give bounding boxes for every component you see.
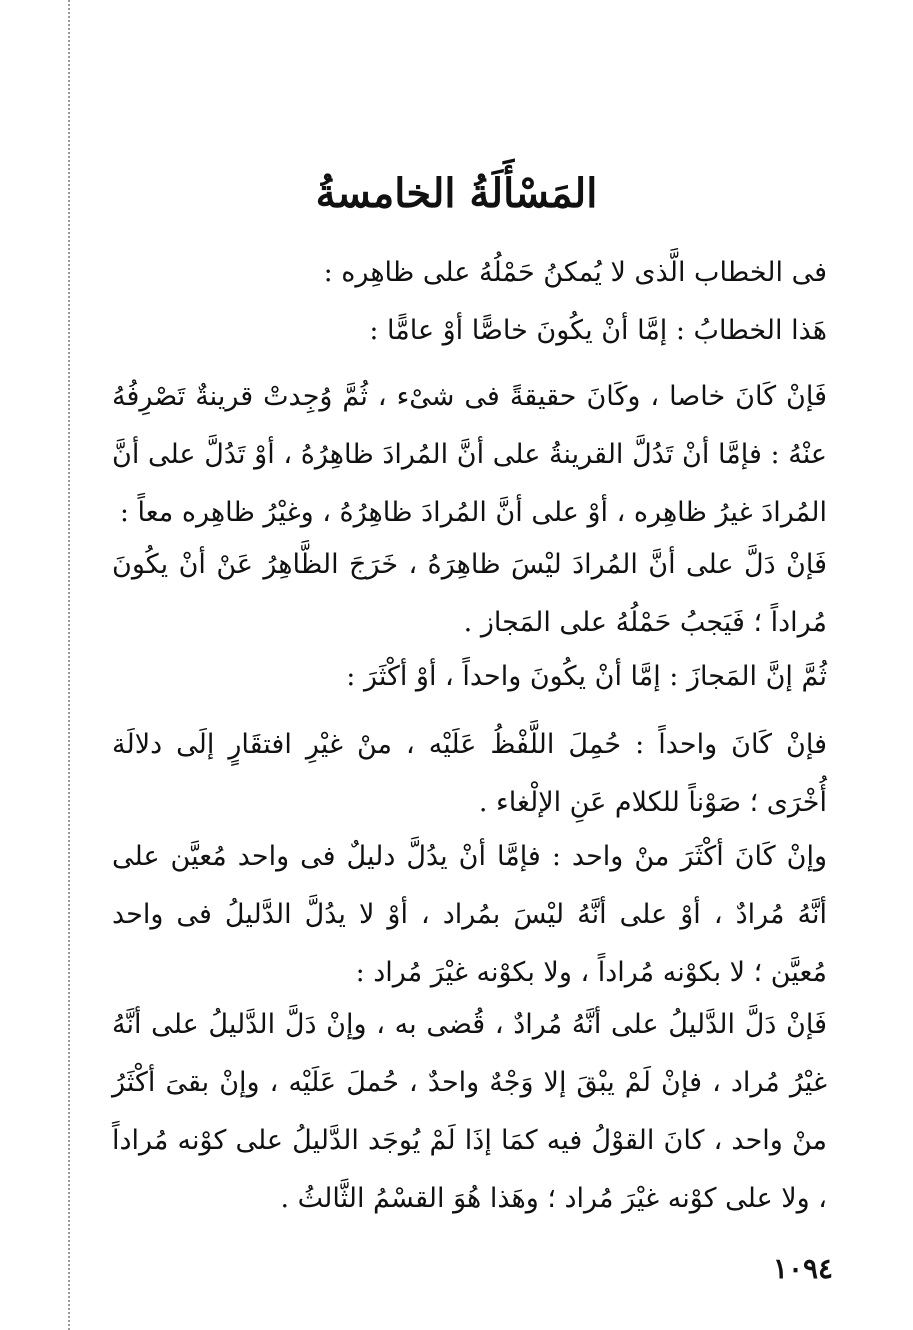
- paragraph-4: فَإنْ دَلَّ على أنَّ المُرادَ ليْسَ ظاهِرَهُ ، خَرَجَ الظَّاهِرُ عَنْ أنْ يكُونَ مُراداً ؛ فَيَجبُ حَمْلُهُ على المَجاز .: [112, 549, 827, 638]
- page-edge-border: [68, 0, 70, 1330]
- paragraph-3: فَإنْ كَانَ خاصا ، وكَانَ حقيقةً فى شىْء ، ثُمَّ وُجِدتْ قرينةٌ تَصْرِفُهُ عنْهُ : فإمَّا أنْ تَدُلَّ القرينةُ على أنَّ المُرادَ ظاهِرُهُ ، أوْ تَدُلَّ على أنَّ المُرادَ غيرُ ظاهِره ، أوْ على أنَّ المُرادَ ظاهِرُهُ ، وغيْرُ ظاهِره معاً :: [112, 381, 827, 528]
- paragraph-2: هَذا الخطابُ : إمَّا أنْ يكُونَ خاصًّا أوْ عامًّا :: [369, 315, 827, 346]
- paragraph-5: ثُمَّ إنَّ المَجازَ : إمَّا أنْ يكُونَ واحداً ، أوْ أكْثَرَ :: [346, 661, 827, 692]
- paragraph-1: فى الخطاب الَّذى لا يُمكنُ حَمْلُهُ على ظاهِره :: [323, 257, 827, 288]
- paragraph-8: فَإنْ دَلَّ الدَّليلُ على أنَّهُ مُرادٌ ، قُضى به ، وإنْ دَلَّ الدَّليلُ على أنَّهُ غيْرُ مُراد ، فإنْ لَمْ يبْقَ إلا وَجْهٌ واحدٌ ، حُملَ عَلَيْه ، وإنْ بقىَ أكْثَرُ منْ واحد ، كانَ القوْلُ فيه كمَا إذَا لَمْ يُوجَد الدَّليلُ على كوْنه مُراداً ، ولا على كوْنه غيْرَ مُراد ؛ وهَذا هُوَ القسْمُ الثَّالثُ .: [112, 1009, 827, 1214]
- paragraph-7: وإنْ كَانَ أكْثَرَ منْ واحد : فإمَّا أنْ يدُلَّ دليلٌ فى واحد مُعيَّن على أنَّهُ مُرادٌ ، أوْ على أنَّهُ ليْسَ بمُراد ، أوْ لا يدُلَّ الدَّليلُ فى واحد مُعيَّن ؛ لا بكوْنه مُراداً ، ولا بكوْنه غيْرَ مُراد :: [112, 841, 827, 988]
- page-number: ١٠٩٤: [772, 1252, 834, 1285]
- section-title: المَسْأَلَةُ الخامسةُ: [315, 170, 598, 217]
- paragraph-6: فإنْ كَانَ واحداً : حُمِلَ اللَّفْظُ عَلَيْه ، منْ غيْرِ افتقَارٍ إلَى دلالَة أُخْرَى ؛ صَوْناً للكلام عَنِ الإلْغاء .: [112, 729, 827, 818]
